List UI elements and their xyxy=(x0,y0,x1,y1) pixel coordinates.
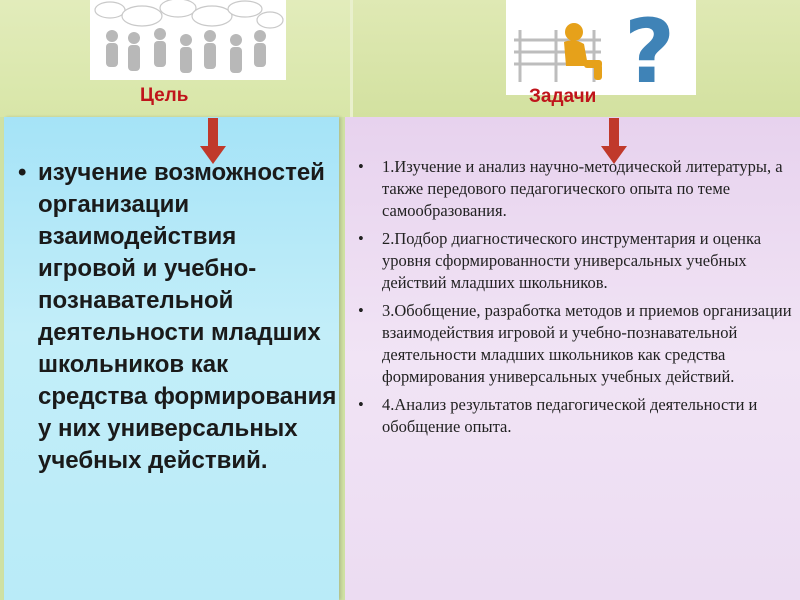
task-text: 3.Обобщение, разработка методов и приемов организации взаимодействия игровой и учебно-познавательной деятельности младших школьников как средства формирования универсальных учебных действий. xyxy=(382,301,792,386)
bullet-icon: • xyxy=(358,301,364,320)
task-item xyxy=(356,228,796,294)
tasks-list xyxy=(356,156,796,444)
bullet-icon: • xyxy=(358,229,364,248)
top-divider xyxy=(350,0,353,117)
tasks-heading: Задачи xyxy=(529,86,597,107)
bullet-icon: • xyxy=(358,157,364,176)
task-text: 4.Анализ результатов педагогической деятельности и обобщение опыта. xyxy=(382,395,758,436)
bullet-icon: • xyxy=(358,395,364,414)
task-text: 2.Подбор диагностического инструментария и оценка уровня сформированности универсальных учебных действий младших школьников. xyxy=(382,229,762,292)
svg-text:?: ? xyxy=(624,0,676,95)
bullet-icon: • xyxy=(18,159,27,186)
task-item xyxy=(356,394,796,438)
task-text: 1.Изучение и анализ научно-методической литературы, а также передового педагогического опыта по теме самообразования. xyxy=(382,157,783,220)
task-item xyxy=(356,300,796,388)
people-talking-icon xyxy=(90,0,286,80)
task-item xyxy=(356,156,796,222)
goal-item xyxy=(10,157,340,477)
goal-heading: Цель xyxy=(140,85,189,106)
goal-text: изучение возможностей организации взаимодействия игровой и учебно-познавательной деятельности младших школьников как средства формирования у них универсальных учебных действий. xyxy=(38,159,337,474)
question-mark-icon xyxy=(506,0,696,95)
